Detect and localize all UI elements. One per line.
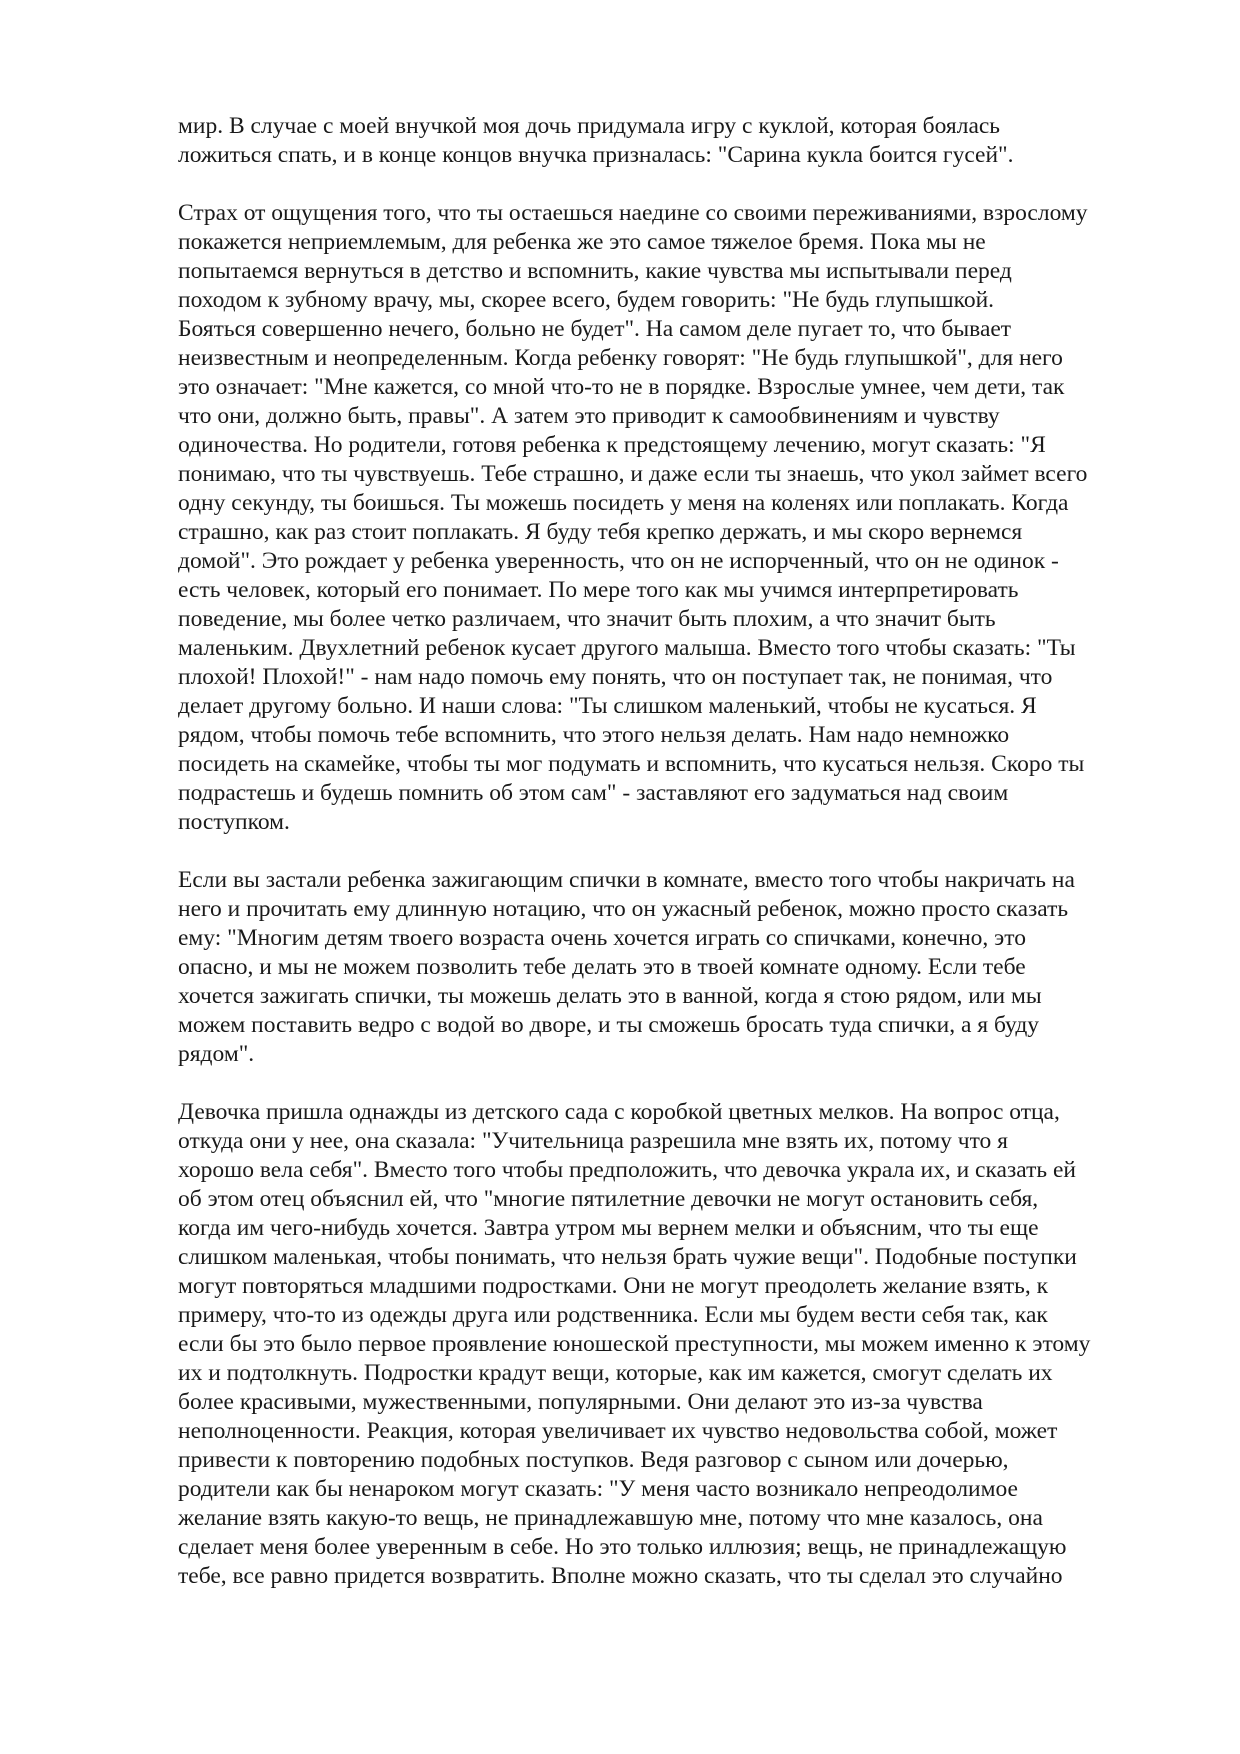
text-line: маленьким. Двухлетний ребенок кусает другого малыша. Вместо того чтобы сказать: "Ты	[178, 635, 1076, 661]
text-line: сделает меня более уверенным в себе. Но это только иллюзия; вещь, не принадлежащую	[178, 1534, 1067, 1560]
text-line: рядом, чтобы помочь тебе вспомнить, что этого нельзя делать. Нам надо немножко	[178, 722, 1010, 748]
text-line: покажется неприемлемым, для ребенка же это самое тяжелое бремя. Пока мы не	[178, 229, 986, 255]
text-line: родители как бы ненароком могут сказать: "У меня часто возникало непреодолимое	[178, 1476, 1018, 1502]
text-line: Девочка пришла однажды из детского сада с коробкой цветных мелков. На вопрос отца,	[178, 1099, 1060, 1125]
paragraph	[178, 1098, 1128, 1591]
text-line: него и прочитать ему длинную нотацию, что он ужасный ребенок, можно просто сказать	[178, 896, 1069, 922]
text-line: одиночества. Но родители, готовя ребенка к предстоящему лечению, могут сказать: "Я	[178, 432, 1046, 458]
text-line: могут повторяться младшими подростками. Они не могут преодолеть желание взять, к	[178, 1273, 1049, 1299]
text-line: домой". Это рождает у ребенка уверенность, что он не испорченный, что он не одинок -	[178, 548, 1059, 574]
text-line: Бояться совершенно нечего, больно не будет". На самом деле пугает то, что бывает	[178, 316, 1012, 342]
text-line: Если вы застали ребенка зажигающим спички в комнате, вместо того чтобы накричать на	[178, 867, 1075, 893]
paragraph	[178, 112, 1128, 170]
text-line: рядом".	[178, 1041, 255, 1067]
text-line: слишком маленькая, чтобы понимать, что нельзя брать чужие вещи". Подобные поступки	[178, 1244, 1077, 1270]
text-line: поведение, мы более четко различаем, что значит быть плохим, а что значит быть	[178, 606, 996, 632]
text-line: опасно, и мы не можем позволить тебе делать это в твоей комнате одному. Если тебе	[178, 954, 1026, 980]
paragraph	[178, 199, 1128, 837]
text-line: понимаю, что ты чувствуешь. Тебе страшно, и даже если ты знаешь, что укол займет всего	[178, 461, 1088, 487]
text-line: хорошо вела себя". Вместо того чтобы предположить, что девочка украла их, и сказать ей	[178, 1157, 1076, 1183]
text-line: есть человек, который его понимает. По мере того как мы учимся интерпретировать	[178, 577, 1019, 603]
text-line: это означает: "Мне кажется, со мной что-то не в порядке. Взрослые умнее, чем дети, так	[178, 374, 1065, 400]
text-line: примеру, что-то из одежды друга или родственника. Если мы будем вести себя так, как	[178, 1302, 1048, 1328]
text-line: делает другому больно. И наши слова: "Ты слишком маленький, чтобы не кусаться. Я	[178, 693, 1037, 719]
text-line: можем поставить ведро с водой во дворе, и ты сможешь бросать туда спички, а я буду	[178, 1012, 1040, 1038]
text-line: когда им чего-нибудь хочется. Завтра утром мы вернем мелки и объясним, что ты еще	[178, 1215, 1039, 1241]
text-line: откуда они у нее, она сказала: "Учительница разрешила мне взять их, потому что я	[178, 1128, 1008, 1154]
paragraph	[178, 866, 1128, 1069]
text-line: походом к зубному врачу, мы, скорее всего, будем говорить: "Не будь глупышкой.	[178, 287, 995, 313]
text-line: мир. В случае с моей внучкой моя дочь придумала игру с куклой, которая боялась	[178, 113, 1001, 139]
body-text	[178, 112, 1128, 1591]
text-line: желание взять какую-то вещь, не принадлежавшую мне, потому что мне казалось, она	[178, 1505, 1043, 1531]
text-line: привести к повторению подобных поступков. Ведя разговор с сыном или дочерью,	[178, 1447, 1009, 1473]
text-line: что они, должно быть, правы". А затем это приводит к самообвинениям и чувству	[178, 403, 1000, 429]
text-line: тебе, все равно придется возвратить. Вполне можно сказать, что ты сделал это случайно	[178, 1563, 1063, 1589]
text-line: неизвестным и неопределенным. Когда ребенку говорят: "Не будь глупышкой", для него	[178, 345, 1063, 371]
text-line: страшно, как раз стоит поплакать. Я буду тебя крепко держать, и мы скоро вернемся	[178, 519, 1023, 545]
text-line: Страх от ощущения того, что ты остаешься наедине со своими переживаниями, взрослому	[178, 200, 1088, 226]
text-line: более красивыми, мужественными, популярными. Они делают это из-за чувства	[178, 1389, 983, 1415]
text-line: об этом отец объяснил ей, что "многие пятилетние девочки не могут остановить себя,	[178, 1186, 1039, 1212]
text-line: попытаемся вернуться в детство и вспомнить, какие чувства мы испытывали перед	[178, 258, 1012, 284]
text-line: посидеть на скамейке, чтобы ты мог подумать и вспомнить, что кусаться нельзя. Скоро ты	[178, 751, 1085, 777]
text-line: неполноценности. Реакция, которая увеличивает их чувство недовольства собой, может	[178, 1418, 1058, 1444]
text-line: ложиться спать, и в конце концов внучка призналась: "Сарина кукла боится гусей".	[178, 142, 1014, 168]
text-line: подрастешь и будешь помнить об этом сам" - заставляют его задуматься над своим	[178, 780, 1009, 806]
text-line: поступком.	[178, 809, 290, 835]
text-line: если бы это было первое проявление юношеской преступности, мы можем именно к этому	[178, 1331, 1091, 1357]
text-line: хочется зажигать спички, ты можешь делать это в ванной, когда я стою рядом, или мы	[178, 983, 1042, 1009]
text-line: одну секунду, ты боишься. Ты можешь посидеть у меня на коленях или поплакать. Когда	[178, 490, 1069, 516]
text-line: плохой! Плохой!" - нам надо помочь ему понять, что он поступает так, не понимая, что	[178, 664, 1053, 690]
text-line: их и подтолкнуть. Подростки крадут вещи, которые, как им кажется, смогут сделать их	[178, 1360, 1053, 1386]
text-line: ему: "Многим детям твоего возраста очень хочется играть со спичками, конечно, это	[178, 925, 1026, 951]
